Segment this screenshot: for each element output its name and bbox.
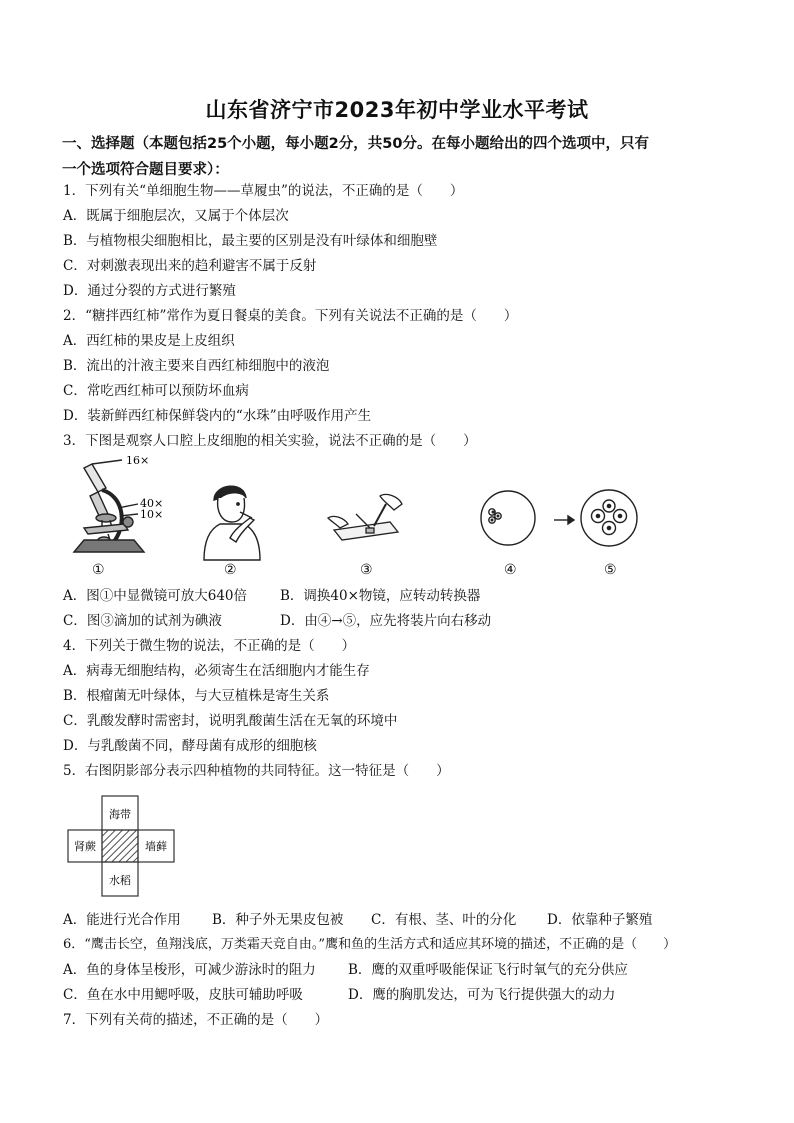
q3-option-d: D．由④→⑤，应先将装片向右移动	[280, 613, 492, 629]
q2-option-d: D．装新鲜西红柿保鲜袋内的“水珠”由呼吸作用产生	[63, 408, 372, 424]
q6-option-b: B．鹰的双重呼吸能保证飞行时氧气的充分供应	[348, 962, 628, 978]
q5-option-c: C．有根、茎、叶的分化	[371, 912, 517, 928]
q2-option-a: A．西红柿的果皮是上皮组织	[63, 333, 235, 349]
section-heading-line2: 一个选项符合题目要求）：	[62, 162, 229, 178]
q1-option-c: C．对刺激表现出来的趋利避害不属于反射	[63, 258, 317, 274]
q4-option-c: C．乳酸发酵时需密封，说明乳酸菌生活在无氧的环境中	[63, 713, 398, 729]
field-of-view-figure	[476, 488, 656, 552]
objective-10-label: 10×	[140, 508, 164, 521]
q5-option-d: D．依靠种子繁殖	[547, 912, 653, 928]
figure-label-2: ②	[224, 562, 237, 578]
q2-option-b: B．流出的汁液主要来自西红柿细胞中的液泡	[63, 358, 330, 374]
q2-stem: 2．“糖拌西红柿”常作为夏日餐桌的美食。下列有关说法不正确的是（ ）	[63, 308, 518, 324]
q3-option-c: C．图③滴加的试剂为碘液	[63, 613, 222, 629]
q3-stem: 3．下图是观察人口腔上皮细胞的相关实验，说法不正确的是（ ）	[63, 433, 477, 449]
page-title: 山东省济宁市2023年初中学业水平考试	[205, 98, 589, 122]
q1-option-b: B．与植物根尖细胞相比，最主要的区别是没有叶绿体和细胞壁	[63, 233, 438, 249]
q6-stem: 6．“鹰击长空，鱼翔浅底，万类霜天竞自由。”鹰和鱼的生活方式和适应其环境的描述，不正确的是（ ）	[63, 937, 677, 952]
q6-option-a: A．鱼的身体呈梭形，可减少游泳时的阻力	[63, 962, 316, 978]
eyepiece-label: 16×	[126, 456, 150, 467]
figure-label-3: ③	[360, 562, 373, 578]
objective-40-label: 40×	[140, 497, 164, 510]
figure-label-1: ①	[92, 562, 105, 578]
student-figure	[200, 478, 264, 562]
figure-label-4: ④	[504, 562, 517, 578]
q6-option-c: C．鱼在水中用鳃呼吸，皮肤可辅助呼吸	[63, 987, 303, 1003]
q2-option-c: C．常吃西红柿可以预防坏血病	[63, 383, 249, 399]
plant-cross-diagram	[66, 794, 176, 898]
microscope-figure	[62, 456, 172, 560]
q4-stem: 4．下列关于微生物的说法，不正确的是（ ）	[63, 638, 356, 654]
q5-stem: 5．右图阴影部分表示四种植物的共同特征。这一特征是（ ）	[63, 763, 450, 779]
q4-option-b: B．根瘤菌无叶绿体，与大豆植株是寄生关系	[63, 688, 330, 704]
q5-option-b: B．种子外无果皮包被	[212, 912, 344, 928]
plant-label-left: 肾蕨	[74, 840, 96, 853]
q3-option-b: B．调换40×物镜，应转动转换器	[280, 588, 481, 604]
section-heading-line1: 一、选择题（本题包括25个小题，每小题2分，共50分。在每小题给出的四个选项中，只有	[62, 136, 649, 152]
plant-label-bottom: 水稻	[109, 874, 131, 887]
q5-option-a: A．能进行光合作用	[63, 912, 181, 928]
q1-option-a: A．既属于细胞层次，又属于个体层次	[63, 208, 289, 224]
q6-option-d: D．鹰的胸肌发达，可为飞行提供强大的动力	[348, 987, 616, 1003]
section-heading	[62, 131, 742, 183]
plant-label-top: 海带	[109, 808, 131, 821]
plant-label-right: 墙藓	[145, 840, 167, 853]
q1-option-d: D．通过分裂的方式进行繁殖	[63, 283, 236, 299]
figure-label-5: ⑤	[604, 562, 617, 578]
q4-option-d: D．与乳酸菌不同，酵母菌有成形的细胞核	[63, 738, 317, 754]
slide-drop-figure	[326, 492, 412, 552]
q1-stem: 1．下列有关“单细胞生物——草履虫”的说法，不正确的是（ ）	[63, 183, 464, 199]
q7-stem: 7．下列有关荷的描述，不正确的是（ ）	[63, 1012, 329, 1028]
q4-option-a: A．病毒无细胞结构，必须寄生在活细胞内才能生存	[63, 663, 370, 679]
q3-option-a: A．图①中显微镜可放大640倍	[63, 588, 248, 604]
